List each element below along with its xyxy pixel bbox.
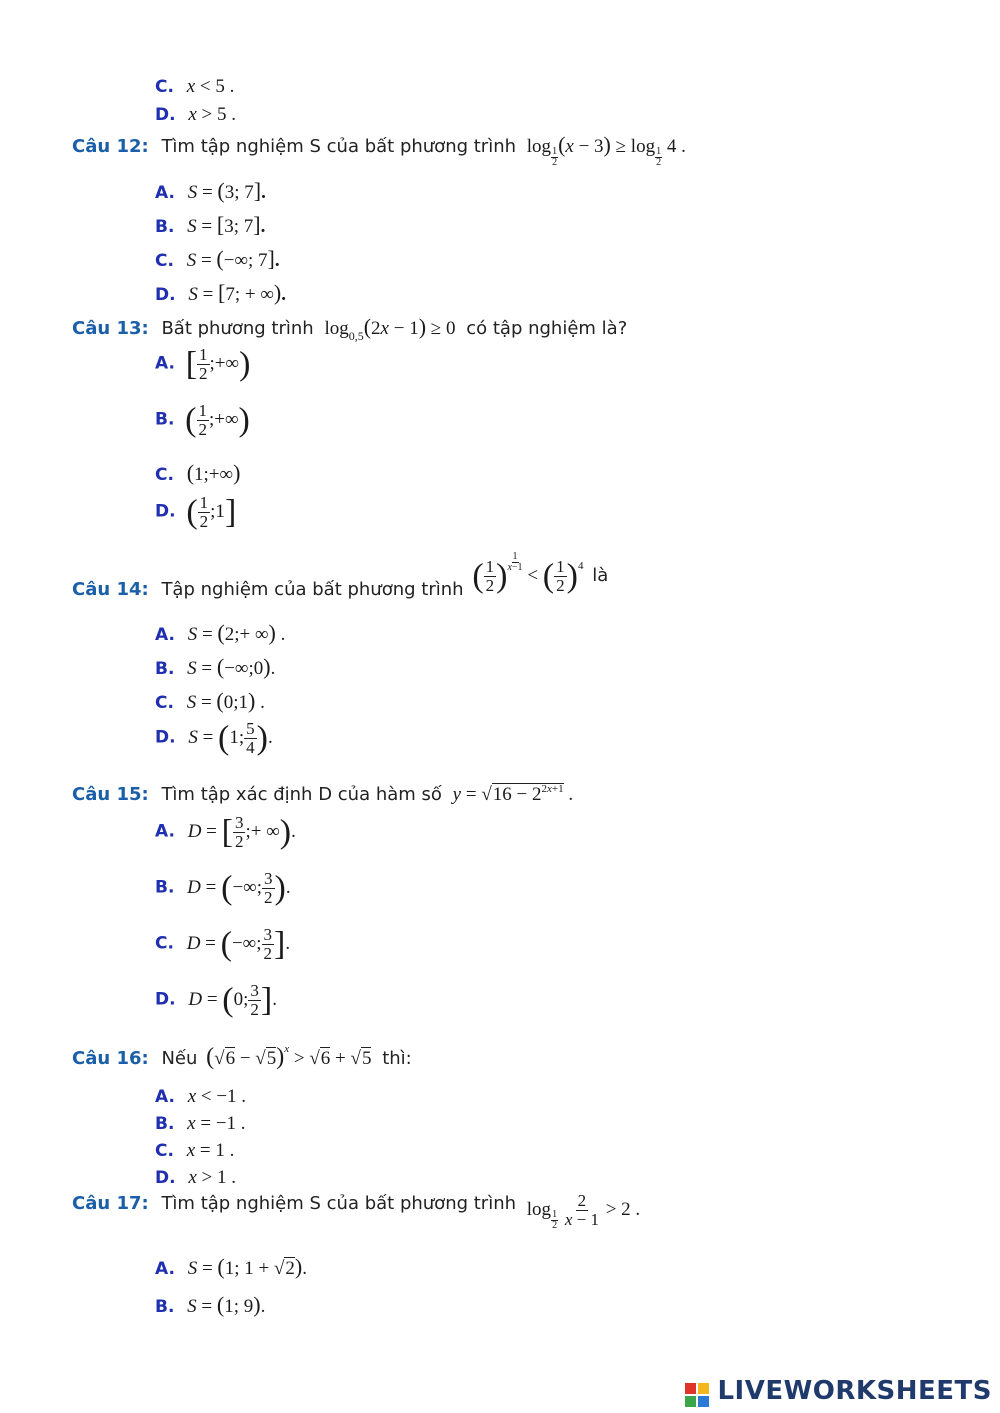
option-math: x < −1 . bbox=[187, 1086, 247, 1107]
option-a[interactable] bbox=[155, 620, 285, 646]
question-text: Tìm tập xác định D của hàm số bbox=[161, 784, 442, 805]
option-b[interactable] bbox=[155, 212, 265, 238]
option-math: S = (−∞;0). bbox=[187, 654, 276, 679]
option-b[interactable] bbox=[155, 654, 275, 680]
option-math: S = (0;1) . bbox=[186, 688, 265, 713]
question-label: Câu 14: bbox=[72, 578, 149, 600]
option-math: D = (0; $\frac{3}{2}$ ]. bbox=[188, 981, 277, 1019]
option-label: B. bbox=[155, 1297, 175, 1317]
option-label: C. bbox=[155, 251, 174, 271]
question-math: ( $\frac{1}{2}$ ) $\frac{1}{x-1}$ < ( $\frac{1}{2}$ )$^4$ bbox=[472, 550, 584, 595]
option-label: D. bbox=[155, 501, 176, 522]
question-math: log $\frac{1}{2}$ $\frac{2}{x - 1}$ > 2 . bbox=[526, 1191, 641, 1231]
option-b[interactable] bbox=[155, 1292, 265, 1318]
question-16 bbox=[72, 1044, 412, 1071]
option-label: D. bbox=[155, 989, 176, 1010]
question-text-after: là bbox=[592, 564, 609, 586]
option-label: A. bbox=[155, 821, 175, 842]
option-math: x > 1 . bbox=[188, 1167, 236, 1188]
option-a[interactable] bbox=[155, 814, 296, 851]
logo-icon bbox=[685, 1383, 709, 1407]
option-label: A. bbox=[155, 1087, 175, 1107]
option-math: x > 5 . bbox=[188, 104, 236, 125]
question-label: Câu 13: bbox=[72, 318, 149, 339]
option-label: C. bbox=[155, 1141, 174, 1161]
question-math: log $\frac{1}{2}$ (x − 3) ≥ log $\frac{1}{2}$ 4 . bbox=[526, 132, 686, 169]
option-math: S = (1; 9). bbox=[187, 1292, 266, 1317]
option-b[interactable] bbox=[155, 402, 250, 439]
option-label: C. bbox=[155, 77, 174, 97]
option-a[interactable] bbox=[155, 346, 250, 383]
option-math: D = (−∞; $\frac{3}{2}$ ). bbox=[187, 869, 291, 907]
question-text: Tìm tập nghiệm S của bất phương trình bbox=[161, 136, 517, 157]
option-c[interactable] bbox=[155, 688, 265, 714]
option-label: D. bbox=[155, 285, 176, 305]
option-label: C. bbox=[155, 465, 174, 485]
logo-square-green bbox=[685, 1396, 696, 1407]
option-math: ( $\frac{1}{2}$ ;1] bbox=[186, 493, 237, 531]
option-c[interactable] bbox=[155, 460, 240, 486]
question-label: Câu 16: bbox=[72, 1048, 149, 1069]
option-c[interactable] bbox=[155, 76, 234, 98]
option-label: B. bbox=[155, 1114, 175, 1134]
option-math: S = (2;+ ∞) . bbox=[187, 620, 286, 645]
question-17 bbox=[72, 1192, 640, 1229]
logo-square-red bbox=[685, 1383, 696, 1394]
option-math: S = (1; $\frac{5}{4}$ ). bbox=[188, 719, 273, 757]
option-c[interactable] bbox=[155, 246, 280, 272]
option-math: ( $\frac{1}{2}$ ;+∞) bbox=[185, 401, 250, 439]
option-a[interactable] bbox=[155, 1086, 246, 1108]
option-math: (1;+∞) bbox=[186, 460, 241, 485]
question-text-after: thì: bbox=[382, 1048, 412, 1069]
question-label: Câu 17: bbox=[72, 1192, 149, 1214]
option-math: S = (−∞; 7]. bbox=[186, 246, 280, 271]
option-label: D. bbox=[155, 1168, 176, 1188]
option-math: x = 1 . bbox=[186, 1140, 235, 1161]
option-d[interactable] bbox=[155, 104, 236, 126]
option-d[interactable] bbox=[155, 494, 236, 531]
question-text: Tập nghiệm của bất phương trình bbox=[161, 578, 464, 600]
option-a[interactable] bbox=[155, 178, 266, 204]
option-c[interactable] bbox=[155, 926, 290, 963]
option-d[interactable] bbox=[155, 1167, 236, 1189]
question-math: $y = √16 - 2^{2x+1}$ . bbox=[452, 783, 574, 805]
option-label: B. bbox=[155, 409, 175, 430]
option-label: B. bbox=[155, 659, 175, 679]
option-label: B. bbox=[155, 877, 175, 898]
logo-square-yellow bbox=[698, 1383, 709, 1394]
option-label: C. bbox=[155, 933, 174, 954]
option-math: S = (1; 1 + √2). bbox=[187, 1254, 307, 1279]
question-text: Bất phương trình bbox=[161, 318, 314, 339]
option-label: B. bbox=[155, 217, 175, 237]
option-label: D. bbox=[155, 105, 176, 125]
option-b[interactable] bbox=[155, 870, 291, 907]
question-text: Tìm tập nghiệm S của bất phương trình bbox=[161, 1192, 517, 1214]
question-13 bbox=[72, 314, 628, 343]
liveworksheets-logo[interactable] bbox=[685, 1376, 992, 1407]
question-text-after: có tập nghiệm là? bbox=[466, 318, 628, 339]
option-b[interactable] bbox=[155, 1113, 246, 1135]
logo-square-blue bbox=[698, 1396, 709, 1407]
option-math: x = −1 . bbox=[187, 1113, 246, 1134]
option-math: S = [3; 7]. bbox=[187, 212, 266, 237]
question-14 bbox=[72, 550, 609, 600]
question-math: $(√6 - √5)^x > √6 + √5$ bbox=[206, 1043, 372, 1070]
option-label: A. bbox=[155, 625, 175, 645]
option-math: S = (3; 7]. bbox=[187, 178, 266, 203]
option-a[interactable] bbox=[155, 1254, 307, 1280]
option-math: D = [ $\frac{3}{2}$ ;+ ∞). bbox=[187, 813, 296, 851]
option-label: C. bbox=[155, 693, 174, 713]
option-math: x < 5 . bbox=[186, 76, 235, 97]
option-label: A. bbox=[155, 183, 175, 203]
option-math: D = (−∞; $\frac{3}{2}$ ]. bbox=[186, 925, 291, 963]
option-d[interactable] bbox=[155, 720, 273, 757]
option-label: A. bbox=[155, 353, 175, 374]
option-d[interactable] bbox=[155, 280, 286, 306]
question-15 bbox=[72, 784, 573, 806]
question-label: Câu 12: bbox=[72, 136, 149, 157]
option-label: A. bbox=[155, 1259, 175, 1279]
question-12 bbox=[72, 132, 686, 169]
question-math: $\log_{0,5}(2x - 1) \ge 0$ bbox=[324, 314, 456, 343]
option-d[interactable] bbox=[155, 982, 277, 1019]
option-c[interactable] bbox=[155, 1140, 234, 1162]
question-text: Nếu bbox=[161, 1048, 198, 1069]
logo-text: LIVEWORKSHEETS bbox=[717, 1376, 992, 1406]
option-math: [ $\frac{1}{2}$ ;+∞) bbox=[185, 345, 251, 383]
option-label: D. bbox=[155, 727, 176, 748]
question-label: Câu 15: bbox=[72, 784, 149, 805]
option-math: S = [7; + ∞). bbox=[188, 280, 286, 305]
